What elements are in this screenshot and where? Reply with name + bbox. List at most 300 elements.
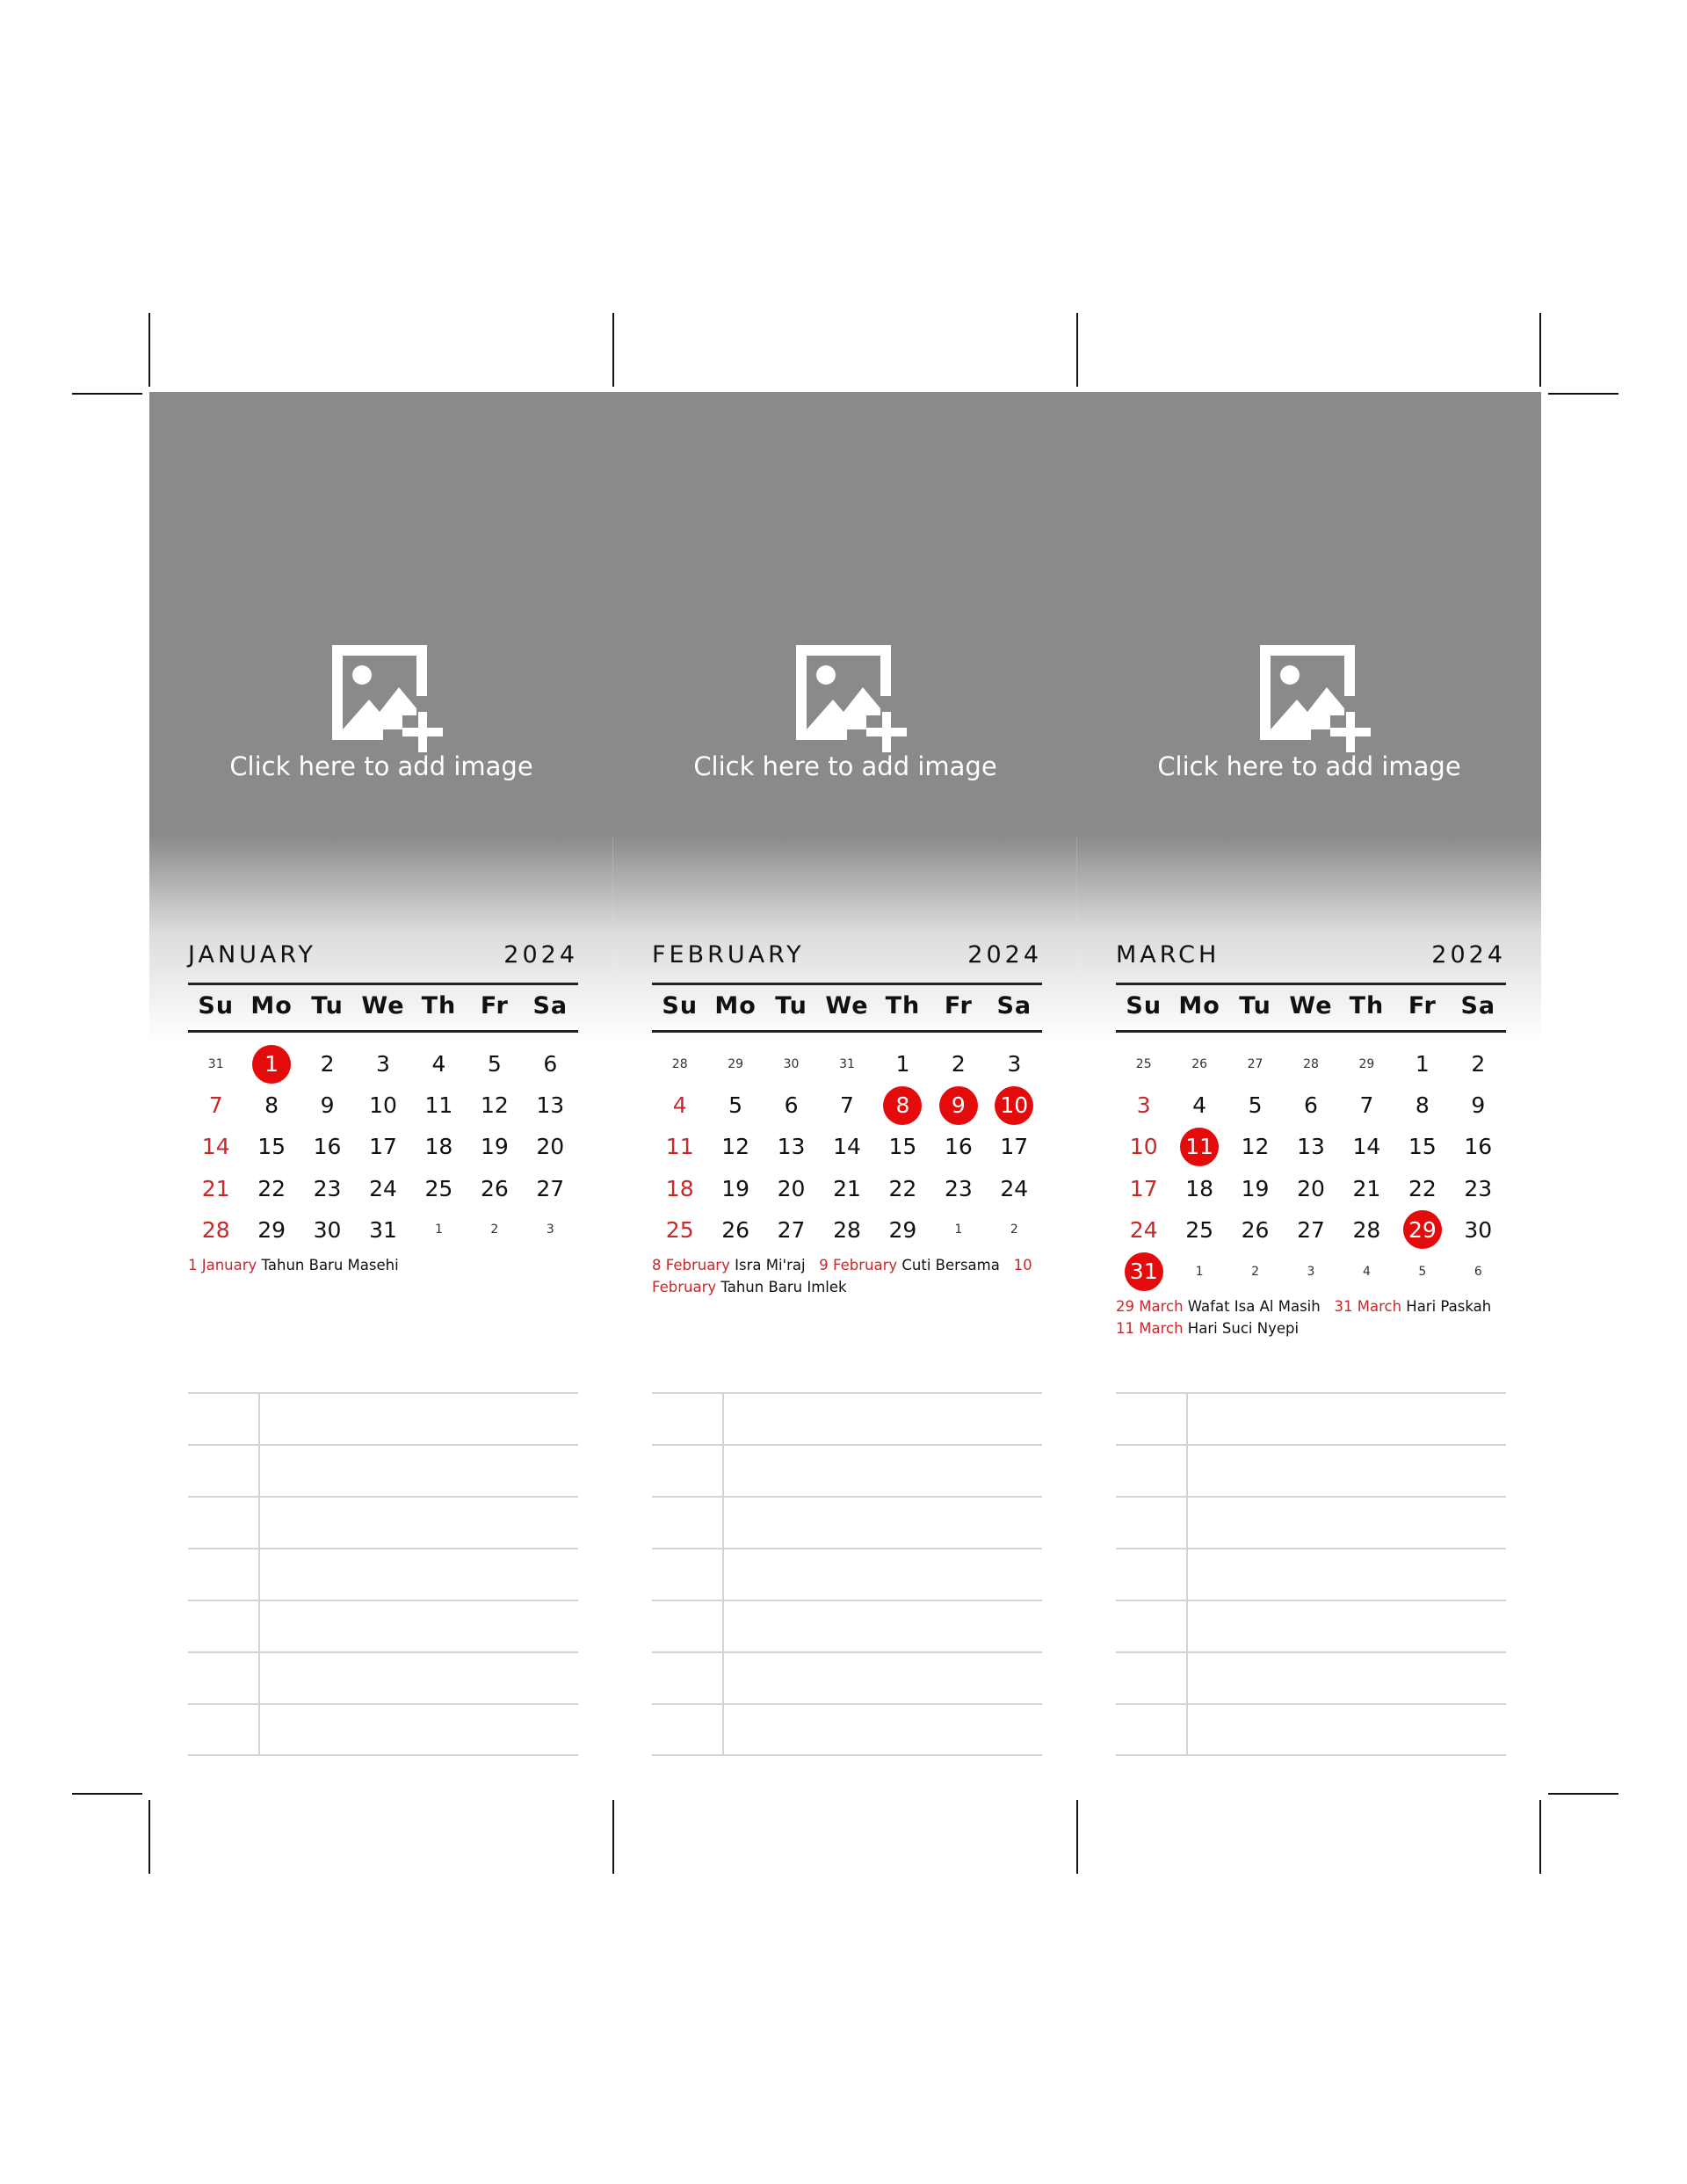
day-number: 31 <box>839 1056 855 1071</box>
crop-mark <box>148 313 150 387</box>
day-cell <box>764 1126 819 1167</box>
holiday-name: Wafat Isa Al Masih <box>1187 1298 1321 1316</box>
note-row[interactable] <box>188 1392 578 1445</box>
day-number: 29 <box>257 1216 286 1243</box>
note-row[interactable] <box>1116 1496 1506 1549</box>
day-number: 28 <box>1352 1216 1381 1243</box>
note-row[interactable] <box>188 1496 578 1549</box>
day-cell <box>411 1085 467 1126</box>
day-cell <box>355 1043 410 1085</box>
day-cell <box>300 1168 355 1209</box>
day-cell-holiday <box>1171 1126 1227 1167</box>
day-number: 5 <box>1248 1092 1263 1119</box>
note-row[interactable] <box>1116 1548 1506 1600</box>
weekday-label: Tu <box>311 992 344 1019</box>
day-cell <box>1451 1126 1506 1167</box>
day-number: 7 <box>840 1092 854 1119</box>
day-number: 26 <box>1191 1056 1208 1071</box>
day-cell <box>1283 1126 1338 1167</box>
day-cell-adjacent-month <box>764 1043 819 1085</box>
note-row[interactable] <box>188 1651 578 1704</box>
weekday-label: Sa <box>996 992 1032 1019</box>
day-cell <box>1116 1085 1171 1126</box>
day-cell <box>411 1168 467 1209</box>
day-cell-adjacent-month <box>819 1043 874 1085</box>
day-number: 29 <box>1358 1056 1375 1071</box>
holiday-list <box>188 1254 578 1276</box>
notes-table <box>1116 1392 1506 1754</box>
day-number: 31 <box>1125 1252 1163 1291</box>
holiday-date: 1 January <box>188 1257 257 1273</box>
day-number: 3 <box>376 1051 390 1077</box>
day-number: 21 <box>201 1175 230 1201</box>
day-cell <box>300 1043 355 1085</box>
day-number: 20 <box>777 1175 806 1201</box>
day-number: 16 <box>313 1134 342 1160</box>
day-cell <box>987 1126 1042 1167</box>
day-cell <box>523 1043 578 1085</box>
day-cell <box>411 1043 467 1085</box>
month-panel-march <box>1077 392 1541 1798</box>
day-number: 13 <box>1297 1134 1325 1160</box>
day-number: 1 <box>895 1051 910 1077</box>
day-cell-adjacent-month <box>188 1043 243 1085</box>
day-cell <box>1171 1209 1227 1251</box>
day-cell <box>1116 1209 1171 1251</box>
note-row[interactable] <box>188 1600 578 1652</box>
day-number: 28 <box>833 1216 861 1243</box>
day-number: 22 <box>257 1175 286 1201</box>
year-label: 2024 <box>1431 941 1506 969</box>
day-cell <box>707 1085 763 1126</box>
day-cell <box>1339 1085 1394 1126</box>
month-header <box>188 941 578 976</box>
day-number: 28 <box>671 1056 688 1071</box>
day-cell-adjacent-month <box>1339 1043 1394 1085</box>
day-cell <box>523 1126 578 1167</box>
day-number: 28 <box>201 1216 230 1243</box>
day-cell <box>467 1085 522 1126</box>
weekday-label: Tu <box>1239 992 1271 1019</box>
day-cell <box>819 1085 874 1126</box>
day-cell-adjacent-month <box>1283 1043 1338 1085</box>
day-cell <box>652 1209 707 1251</box>
day-cell <box>300 1209 355 1251</box>
day-number: 8 <box>1415 1092 1430 1119</box>
day-cell <box>1339 1168 1394 1209</box>
add-image-icon <box>793 642 907 756</box>
day-cell <box>188 1168 243 1209</box>
weekday-rule <box>1116 1030 1506 1033</box>
day-number: 20 <box>536 1134 565 1160</box>
day-cell <box>467 1043 522 1085</box>
day-number: 18 <box>665 1175 694 1201</box>
day-number: 22 <box>1408 1175 1437 1201</box>
note-row[interactable] <box>652 1392 1042 1445</box>
day-number: 10 <box>995 1086 1033 1125</box>
note-row[interactable] <box>1116 1444 1506 1497</box>
day-number: 18 <box>424 1134 453 1160</box>
day-cell-holiday <box>930 1085 986 1126</box>
day-cell <box>875 1209 930 1251</box>
crop-mark <box>1548 393 1618 395</box>
day-number: 10 <box>1129 1134 1158 1160</box>
holiday-name: Hari Paskah <box>1406 1298 1492 1316</box>
day-number: 17 <box>369 1134 397 1160</box>
weekday-header <box>1116 992 1506 1024</box>
day-number: 16 <box>1464 1134 1493 1160</box>
note-row[interactable] <box>188 1548 578 1600</box>
day-cell <box>1451 1085 1506 1126</box>
day-number: 2 <box>1471 1051 1486 1077</box>
add-image-icon <box>329 642 443 756</box>
day-number: 7 <box>1359 1092 1374 1119</box>
notes-table <box>188 1392 578 1754</box>
day-cell <box>1394 1085 1450 1126</box>
weekday-label: Fr <box>480 992 509 1019</box>
holiday-name: Hari Suci Nyepi <box>1187 1320 1300 1338</box>
day-cell <box>875 1043 930 1085</box>
day-cell <box>707 1126 763 1167</box>
day-cell <box>707 1168 763 1209</box>
day-number: 3 <box>1307 1264 1315 1279</box>
day-cell-adjacent-month <box>467 1209 522 1251</box>
note-row[interactable] <box>188 1703 578 1756</box>
weekday-label: Fr <box>1408 992 1437 1019</box>
day-cell <box>987 1168 1042 1209</box>
day-cell <box>523 1168 578 1209</box>
weekday-label: Tu <box>775 992 807 1019</box>
day-number: 4 <box>1362 1264 1371 1279</box>
day-cell-adjacent-month <box>1227 1251 1283 1292</box>
day-cell <box>1227 1126 1283 1167</box>
day-number: 1 <box>252 1045 291 1084</box>
day-number: 25 <box>1135 1056 1152 1071</box>
holiday-name: Tahun Baru Imlek <box>720 1279 847 1295</box>
day-number: 19 <box>1241 1175 1270 1201</box>
crop-mark <box>1539 1800 1541 1874</box>
day-number: 20 <box>1297 1175 1325 1201</box>
holiday-date: 11 March <box>1116 1320 1184 1338</box>
weekday-label: Fr <box>944 992 973 1019</box>
day-number: 11 <box>665 1134 694 1160</box>
day-number: 31 <box>207 1056 224 1071</box>
day-cell <box>1394 1043 1450 1085</box>
crop-mark <box>612 313 614 387</box>
day-number: 18 <box>1185 1175 1214 1201</box>
day-number: 23 <box>1464 1175 1493 1201</box>
day-number: 11 <box>1180 1128 1219 1166</box>
day-number: 21 <box>833 1175 861 1201</box>
day-number: 4 <box>672 1092 687 1119</box>
day-number: 9 <box>1471 1092 1486 1119</box>
day-number: 7 <box>208 1092 223 1119</box>
weekday-label: We <box>1289 992 1333 1019</box>
month-name: MARCH <box>1116 941 1220 969</box>
day-number: 3 <box>1136 1092 1151 1119</box>
weekday-label: Mo <box>250 992 293 1019</box>
day-number: 19 <box>480 1134 509 1160</box>
crop-mark <box>1548 1793 1618 1795</box>
day-number: 12 <box>721 1134 750 1160</box>
day-cell-adjacent-month <box>411 1209 467 1251</box>
day-number: 3 <box>1007 1051 1022 1077</box>
year-label: 2024 <box>967 941 1042 969</box>
day-number: 16 <box>944 1134 973 1160</box>
weekday-label: Su <box>1126 992 1162 1019</box>
note-row[interactable] <box>652 1444 1042 1497</box>
note-row[interactable] <box>1116 1600 1506 1652</box>
day-number: 9 <box>320 1092 335 1119</box>
weekday-label: Mo <box>1178 992 1220 1019</box>
day-number: 22 <box>888 1175 917 1201</box>
note-row[interactable] <box>652 1496 1042 1549</box>
crop-mark <box>72 393 142 395</box>
day-cell <box>1227 1209 1283 1251</box>
day-cell <box>1171 1085 1227 1126</box>
holiday-name: Isra Mi'raj <box>735 1257 806 1273</box>
day-number: 27 <box>536 1175 565 1201</box>
day-cell <box>355 1126 410 1167</box>
day-cell-adjacent-month <box>1451 1251 1506 1292</box>
weekday-label: We <box>361 992 405 1019</box>
header-rule <box>1116 983 1506 985</box>
day-number: 30 <box>1464 1216 1493 1243</box>
day-number: 24 <box>369 1175 397 1201</box>
day-number: 17 <box>1129 1175 1158 1201</box>
day-number: 3 <box>546 1223 554 1237</box>
day-grid <box>188 1043 578 1251</box>
day-cell <box>1339 1209 1394 1251</box>
day-number: 2 <box>1251 1264 1260 1279</box>
day-number: 2 <box>1010 1223 1018 1237</box>
day-number: 6 <box>784 1092 799 1119</box>
note-row[interactable] <box>652 1703 1042 1756</box>
day-number: 23 <box>313 1175 342 1201</box>
crop-mark <box>148 1800 150 1874</box>
notes-table <box>652 1392 1042 1754</box>
day-cell <box>411 1126 467 1167</box>
day-number: 5 <box>487 1051 502 1077</box>
crop-mark <box>72 1793 142 1795</box>
day-cell <box>652 1126 707 1167</box>
holiday-item <box>1116 1298 1321 1315</box>
add-image-text: Click here to add image <box>1157 751 1461 781</box>
note-row[interactable] <box>1116 1651 1506 1704</box>
day-cell-adjacent-month <box>652 1043 707 1085</box>
day-number: 17 <box>1000 1134 1029 1160</box>
crop-mark <box>612 1800 614 1874</box>
day-number: 4 <box>431 1051 446 1077</box>
day-cell-adjacent-month <box>1394 1251 1450 1292</box>
day-number: 31 <box>369 1216 397 1243</box>
day-cell-holiday <box>1116 1251 1171 1292</box>
holiday-list <box>652 1254 1042 1298</box>
day-number: 29 <box>728 1056 744 1071</box>
holiday-name: Cuti Bersama <box>901 1257 1000 1273</box>
weekday-rule <box>188 1030 578 1033</box>
day-number: 5 <box>1418 1264 1427 1279</box>
holiday-item <box>1334 1298 1491 1315</box>
day-cell <box>707 1209 763 1251</box>
add-image-icon <box>1256 642 1371 756</box>
note-row[interactable] <box>652 1600 1042 1652</box>
day-cell-adjacent-month <box>1283 1251 1338 1292</box>
day-cell-adjacent-month <box>930 1209 986 1251</box>
day-cell <box>355 1168 410 1209</box>
day-cell <box>764 1209 819 1251</box>
day-number: 19 <box>721 1175 750 1201</box>
day-cell <box>1283 1209 1338 1251</box>
day-number: 25 <box>665 1216 694 1243</box>
day-number: 11 <box>424 1092 453 1119</box>
day-number: 2 <box>951 1051 966 1077</box>
holiday-date: 10 February <box>652 1257 1032 1295</box>
note-row[interactable] <box>652 1548 1042 1600</box>
day-cell-adjacent-month <box>1171 1043 1227 1085</box>
holiday-item <box>652 1257 806 1273</box>
header-rule <box>188 983 578 985</box>
day-number: 5 <box>728 1092 743 1119</box>
day-cell <box>467 1168 522 1209</box>
day-cell <box>764 1168 819 1209</box>
weekday-header <box>188 992 578 1024</box>
day-cell <box>652 1085 707 1126</box>
add-image-placeholder[interactable] <box>613 392 1077 836</box>
day-number: 27 <box>1247 1056 1263 1071</box>
day-number: 13 <box>777 1134 806 1160</box>
holiday-item <box>819 1257 1000 1273</box>
weekday-label: Th <box>1349 992 1385 1019</box>
day-number: 28 <box>1303 1056 1319 1071</box>
day-cell <box>243 1209 299 1251</box>
day-cell <box>1451 1043 1506 1085</box>
weekday-label: Su <box>662 992 699 1019</box>
day-cell-adjacent-month <box>1227 1043 1283 1085</box>
day-cell <box>819 1209 874 1251</box>
day-cell <box>300 1085 355 1126</box>
month-name: FEBRUARY <box>652 941 805 969</box>
day-cell <box>243 1085 299 1126</box>
day-cell <box>355 1085 410 1126</box>
weekday-label: We <box>825 992 869 1019</box>
holiday-date: 9 February <box>819 1257 898 1273</box>
weekday-label: Mo <box>714 992 757 1019</box>
day-cell <box>1283 1085 1338 1126</box>
day-number: 14 <box>1352 1134 1381 1160</box>
note-row[interactable] <box>188 1444 578 1497</box>
weekday-header <box>652 992 1042 1024</box>
day-number: 21 <box>1352 1175 1381 1201</box>
holiday-item <box>188 1257 399 1273</box>
header-rule <box>652 983 1042 985</box>
day-number: 15 <box>257 1134 286 1160</box>
day-cell <box>1339 1126 1394 1167</box>
day-number: 1 <box>434 1223 443 1237</box>
day-cell <box>1451 1168 1506 1209</box>
day-cell <box>243 1168 299 1209</box>
day-number: 29 <box>1403 1210 1442 1249</box>
holiday-name: Tahun Baru Masehi <box>261 1257 399 1273</box>
month-panel-january <box>149 392 613 1798</box>
day-cell <box>930 1043 986 1085</box>
day-cell <box>875 1126 930 1167</box>
day-cell-holiday <box>987 1085 1042 1126</box>
note-row[interactable] <box>652 1651 1042 1704</box>
day-number: 26 <box>721 1216 750 1243</box>
day-cell <box>188 1126 243 1167</box>
day-cell <box>652 1168 707 1209</box>
day-number: 27 <box>1297 1216 1325 1243</box>
weekday-rule <box>652 1030 1042 1033</box>
day-cell <box>300 1126 355 1167</box>
day-number: 30 <box>783 1056 800 1071</box>
day-number: 15 <box>1408 1134 1437 1160</box>
day-number: 1 <box>954 1223 963 1237</box>
crop-mark <box>1539 313 1541 387</box>
day-cell <box>930 1126 986 1167</box>
day-cell-holiday <box>243 1043 299 1085</box>
day-number: 14 <box>833 1134 861 1160</box>
calendar-sheet <box>149 392 1541 1798</box>
day-number: 6 <box>1304 1092 1318 1119</box>
day-cell <box>819 1168 874 1209</box>
day-number: 6 <box>1473 1264 1482 1279</box>
day-number: 10 <box>369 1092 397 1119</box>
day-cell <box>523 1085 578 1126</box>
day-number: 9 <box>939 1086 978 1125</box>
day-number: 15 <box>888 1134 917 1160</box>
day-cell <box>467 1126 522 1167</box>
day-cell-adjacent-month <box>1116 1043 1171 1085</box>
day-cell-adjacent-month <box>523 1209 578 1251</box>
day-number: 27 <box>777 1216 806 1243</box>
day-number: 29 <box>888 1216 917 1243</box>
day-cell <box>188 1209 243 1251</box>
day-number: 2 <box>320 1051 335 1077</box>
day-cell <box>875 1168 930 1209</box>
add-image-placeholder[interactable] <box>1077 392 1541 836</box>
day-number: 8 <box>264 1092 279 1119</box>
day-cell <box>819 1126 874 1167</box>
day-number: 26 <box>480 1175 509 1201</box>
note-row[interactable] <box>1116 1392 1506 1445</box>
day-cell-holiday <box>1394 1209 1450 1251</box>
month-header <box>652 941 1042 976</box>
day-cell <box>1451 1209 1506 1251</box>
add-image-text: Click here to add image <box>229 751 533 781</box>
weekday-label: Th <box>885 992 921 1019</box>
day-cell-adjacent-month <box>1339 1251 1394 1292</box>
weekday-label: Sa <box>532 992 568 1019</box>
day-cell <box>930 1168 986 1209</box>
crop-mark <box>1076 313 1078 387</box>
holiday-list <box>1116 1295 1506 1339</box>
day-grid <box>652 1043 1042 1251</box>
month-name: JANUARY <box>188 941 316 969</box>
month-panel-february <box>613 392 1077 1798</box>
day-cell <box>355 1209 410 1251</box>
day-cell <box>764 1085 819 1126</box>
day-cell <box>188 1085 243 1126</box>
add-image-placeholder[interactable] <box>149 392 613 836</box>
day-cell <box>243 1126 299 1167</box>
weekday-label: Th <box>421 992 457 1019</box>
day-cell <box>1171 1168 1227 1209</box>
day-number: 1 <box>1195 1264 1204 1279</box>
note-row[interactable] <box>1116 1703 1506 1756</box>
day-cell <box>1227 1085 1283 1126</box>
